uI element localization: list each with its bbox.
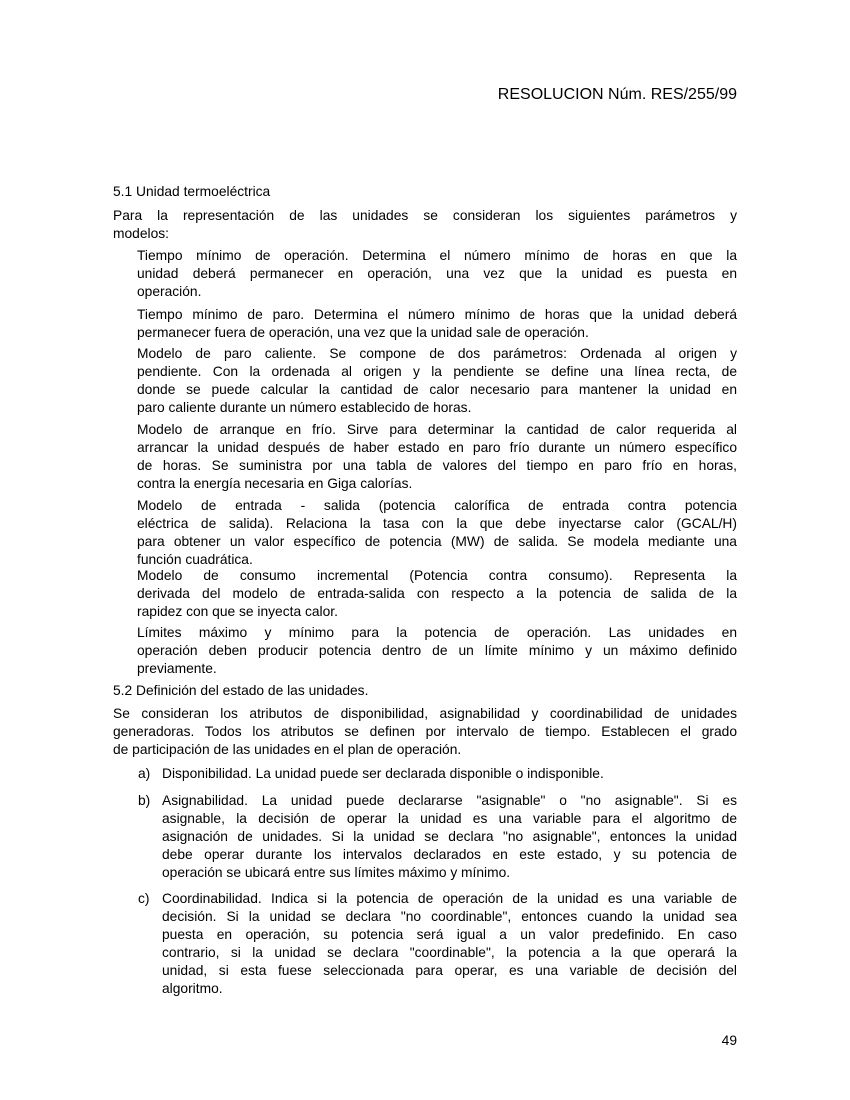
text-line: rapidez con que se inyecta calor. xyxy=(137,604,338,619)
list-item-coordinabilidad xyxy=(138,890,737,998)
paragraph-limites-potencia xyxy=(137,624,737,678)
text-line: Tiempo mínimo de operación. Determina el número mínimo de horas en que la xyxy=(137,248,737,263)
text-line: permanecer fuera de operación, una vez que la unidad sale de operación. xyxy=(137,325,589,340)
text-line: Tiempo mínimo de paro. Determina el número mínimo de horas que la unidad deberá xyxy=(137,307,737,322)
paragraph-modelo-arranque-frio xyxy=(137,421,737,493)
text-line: operación deben producir potencia dentro de un límite mínimo y un máximo definido xyxy=(137,643,737,658)
text-line: asignable, la decisión de operar la unidad es una variable para el algoritmo de xyxy=(162,811,737,826)
text-line: función cuadrática. xyxy=(137,552,253,567)
text-line: modelos: xyxy=(113,226,169,241)
text-line: Disponibilidad. La unidad puede ser declarada disponible o indisponible. xyxy=(162,766,604,781)
text-line: arrancar la unidad después de haber estado en paro frío durante un número específico xyxy=(137,440,737,455)
list-item-body xyxy=(162,792,737,882)
text-line: puesta en operación, su potencia será igual a un valor predefinido. En caso xyxy=(162,927,737,942)
paragraph-tiempo-minimo-operacion xyxy=(137,247,737,301)
text-line: para obtener un valor específico de potencia (MW) de salida. Se modela mediante una xyxy=(137,534,737,549)
text-line: contrario, si la unidad se declara "coordinable", la potencia a la que operará la xyxy=(162,945,737,960)
list-item-asignabilidad xyxy=(138,792,737,882)
text-line: Modelo de consumo incremental (Potencia contra consumo). Representa la xyxy=(137,568,737,583)
text-line: Modelo de entrada - salida (potencia calorífica de entrada contra potencia xyxy=(137,498,737,513)
text-line: generadoras. Todos los atributos se definen por intervalo de tiempo. Establecen el grado xyxy=(113,724,737,739)
list-item-body xyxy=(162,765,737,783)
text-line: operación se ubicará entre sus límites máximo y mínimo. xyxy=(162,865,511,880)
text-line: operación. xyxy=(137,284,202,299)
text-line: contra la energía necesaria en Giga calorías. xyxy=(137,476,413,491)
list-item-body xyxy=(162,890,737,998)
section-5-2-title: 5.2 Definición del estado de las unidades. xyxy=(113,683,369,698)
section-5-1-title: 5.1 Unidad termoeléctrica xyxy=(113,184,271,199)
text-line: de horas. Se suministra por una tabla de valores del tiempo en paro frío en horas, xyxy=(137,458,737,473)
text-line: debe operar durante los intervalos declarados en este estado, y su potencia de xyxy=(162,847,737,862)
text-line: paro caliente durante un número establecido de horas. xyxy=(137,400,472,415)
paragraph-modelo-consumo-incremental xyxy=(137,567,737,621)
text-line: unidad deberá permanecer en operación, una vez que la unidad es puesta en xyxy=(137,266,737,281)
text-line: algoritmo. xyxy=(162,981,223,996)
text-line: donde se puede calcular la cantidad de calor necesario para mantener la unidad en xyxy=(137,382,737,397)
paragraph-modelo-entrada-salida xyxy=(137,497,737,569)
text-line: previamente. xyxy=(137,661,217,676)
section-5-1-intro-paragraph xyxy=(113,207,737,243)
text-line: Modelo de paro caliente. Se compone de dos parámetros: Ordenada al origen y xyxy=(137,346,737,361)
list-marker: a) xyxy=(138,766,151,781)
text-line: asignación de unidades. Si la unidad se declara "no asignable", entonces la unidad xyxy=(162,829,737,844)
text-line: Límites máximo y mínimo para la potencia de operación. Las unidades en xyxy=(137,625,737,640)
text-line: decisión. Si la unidad se declara "no coordinable", entonces cuando la unidad sea xyxy=(162,909,737,924)
text-line: Coordinabilidad. Indica si la potencia de operación de la unidad es una variable de xyxy=(162,891,737,906)
text-line: eléctrica de salida). Relaciona la tasa con la que debe inyectarse calor (GCAL/H) xyxy=(137,516,737,531)
text-line: Para la representación de las unidades se consideran los siguientes parámetros y xyxy=(113,208,737,223)
page-number: 49 xyxy=(721,1033,737,1048)
text-line: Modelo de arranque en frío. Sirve para determinar la cantidad de calor requerida al xyxy=(137,422,737,437)
list-marker: b) xyxy=(138,793,151,808)
paragraph-tiempo-minimo-paro xyxy=(137,306,737,342)
document-header: RESOLUCION Núm. RES/255/99 xyxy=(497,86,737,103)
paragraph-modelo-paro-caliente xyxy=(137,345,737,417)
text-line: unidad, si esta fuese seleccionada para operar, es una variable de decisión del xyxy=(162,963,737,978)
section-5-2-intro-paragraph xyxy=(113,705,737,759)
text-line: de participación de las unidades en el plan de operación. xyxy=(113,742,462,757)
list-item-disponibilidad xyxy=(138,765,737,783)
text-line: derivada del modelo de entrada-salida con respecto a la potencia de salida de la xyxy=(137,586,737,601)
list-marker: c) xyxy=(138,891,150,906)
text-line: Se consideran los atributos de disponibilidad, asignabilidad y coordinabilidad de unidades xyxy=(113,706,737,721)
text-line: Asignabilidad. La unidad puede declararse "asignable" o "no asignable". Si es xyxy=(162,793,737,808)
text-line: pendiente. Con la ordenada al origen y la pendiente se define una línea recta, de xyxy=(137,364,737,379)
